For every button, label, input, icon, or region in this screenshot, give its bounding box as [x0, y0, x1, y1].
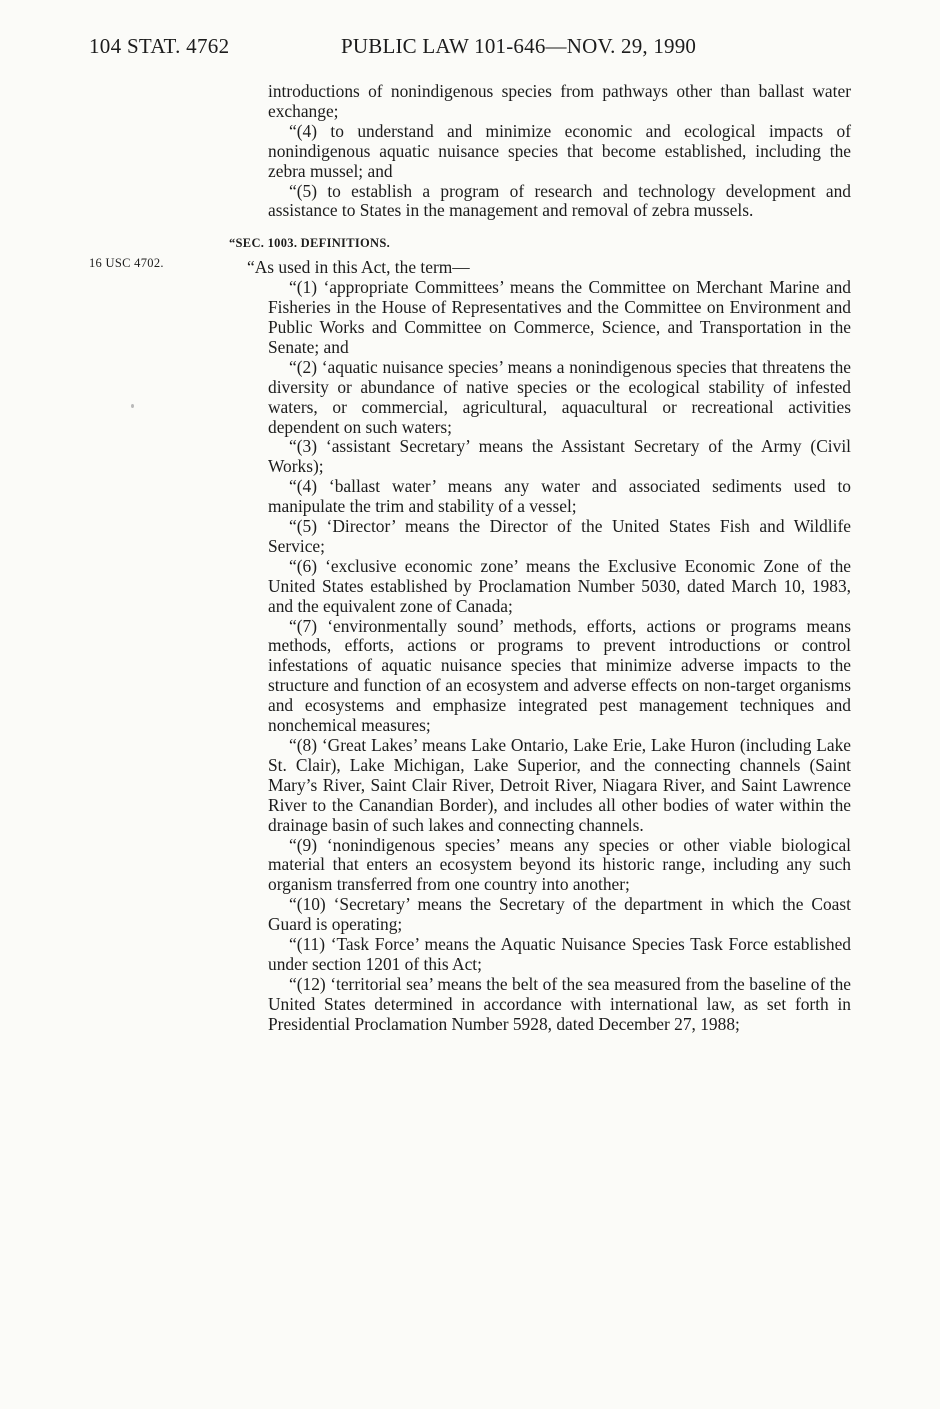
scan-speck [131, 404, 134, 408]
paragraph-continuation: introductions of nonindigenous species from pathways other than ballast water exchange; [268, 81, 851, 121]
definition-item: “(6) ‘exclusive economic zone’ means the Exclusive Economic Zone of the United States established by Proclamation Number 5030, dated March 10, 1983, and the equivalent zone of Canada; [268, 555, 851, 616]
definition-item: “(4) ‘ballast water’ means any water and associated sediments used to manipulate the trim and stability of a vessel; [268, 476, 851, 517]
statute-page-number: 104 STAT. 4762 [89, 34, 230, 58]
page-header [0, 34, 940, 68]
document-body [229, 81, 851, 1035]
section-heading: “SEC. 1003. DEFINITIONS. [229, 236, 391, 251]
definition-item: “(7) ‘environmentally sound’ methods, efforts, actions or programs means methods, efforts, actions or programs to prevent introductions or control infestations of aquatic nuisance species that minimize adverse impacts to the structure and function of an ecosystem and adverse effects on non-target organisms and ecosystems and emphasize integrated pest management techniques and nonchemical measures; [268, 615, 851, 736]
definition-item: “(2) ‘aquatic nuisance species’ means a nonindigenous species that threatens the diversity or abundance of native species or the ecological stability of infested waters, or commercial, agricultural, aquacultural or recreational activities dependent on such waters; [268, 356, 851, 437]
definition-item: “(3) ‘assistant Secretary’ means the Assistant Secretary of the Army (Civil Works); [268, 436, 851, 477]
paragraph: “(4) to understand and minimize economic and ecological impacts of nonindigenous aquatic nuisance species that become established, including the zebra mussel; and [268, 120, 851, 181]
definition-item: “(1) ‘appropriate Committees’ means the Committee on Merchant Marine and Fisheries in the House of Representatives and the Committee on Environment and Public Works and Committee on Commerce, Science, and Transportation in the Senate; and [268, 277, 851, 357]
definition-item: “(9) ‘nonindigenous species’ means any species or other viable biological material that enters an ecosystem beyond its historic range, including any such organism transferred from one country into another; [268, 834, 851, 895]
public-law-title: PUBLIC LAW 101-646—NOV. 29, 1990 [341, 34, 697, 58]
definition-item: “(11) ‘Task Force’ means the Aquatic Nuisance Species Task Force established under section 1201 of this Act; [268, 934, 851, 974]
definition-item: “(10) ‘Secretary’ means the Secretary of the department in which the Coast Guard is operating; [268, 894, 851, 935]
definition-item: “(8) ‘Great Lakes’ means Lake Ontario, Lake Erie, Lake Huron (including Lake St. Clair), Lake Michigan, Lake Superior, and the connecting channels (Saint Mary’s River, Saint Clair River, Detroit River, Niagara River, and Saint Lawrence River to the Canandian Border), and includes all other bodies of water within the drainage basin of such lakes and connecting channels. [268, 735, 851, 835]
definitions-intro: “As used in this Act, the term— [247, 257, 470, 278]
definition-item: “(12) ‘territorial sea’ means the belt of the sea measured from the baseline of the United States determined in accordance with international law, as set forth in Presidential Proclamation Number 5928, dated December 27, 1988; [268, 973, 851, 1034]
paragraph: “(5) to establish a program of research and technology development and assistance to States in the management and removal of zebra mussels. [268, 180, 851, 221]
definition-item: “(5) ‘Director’ means the Director of the United States Fish and Wildlife Service; [268, 516, 851, 556]
usc-margin-citation: 16 USC 4702. [89, 256, 164, 270]
